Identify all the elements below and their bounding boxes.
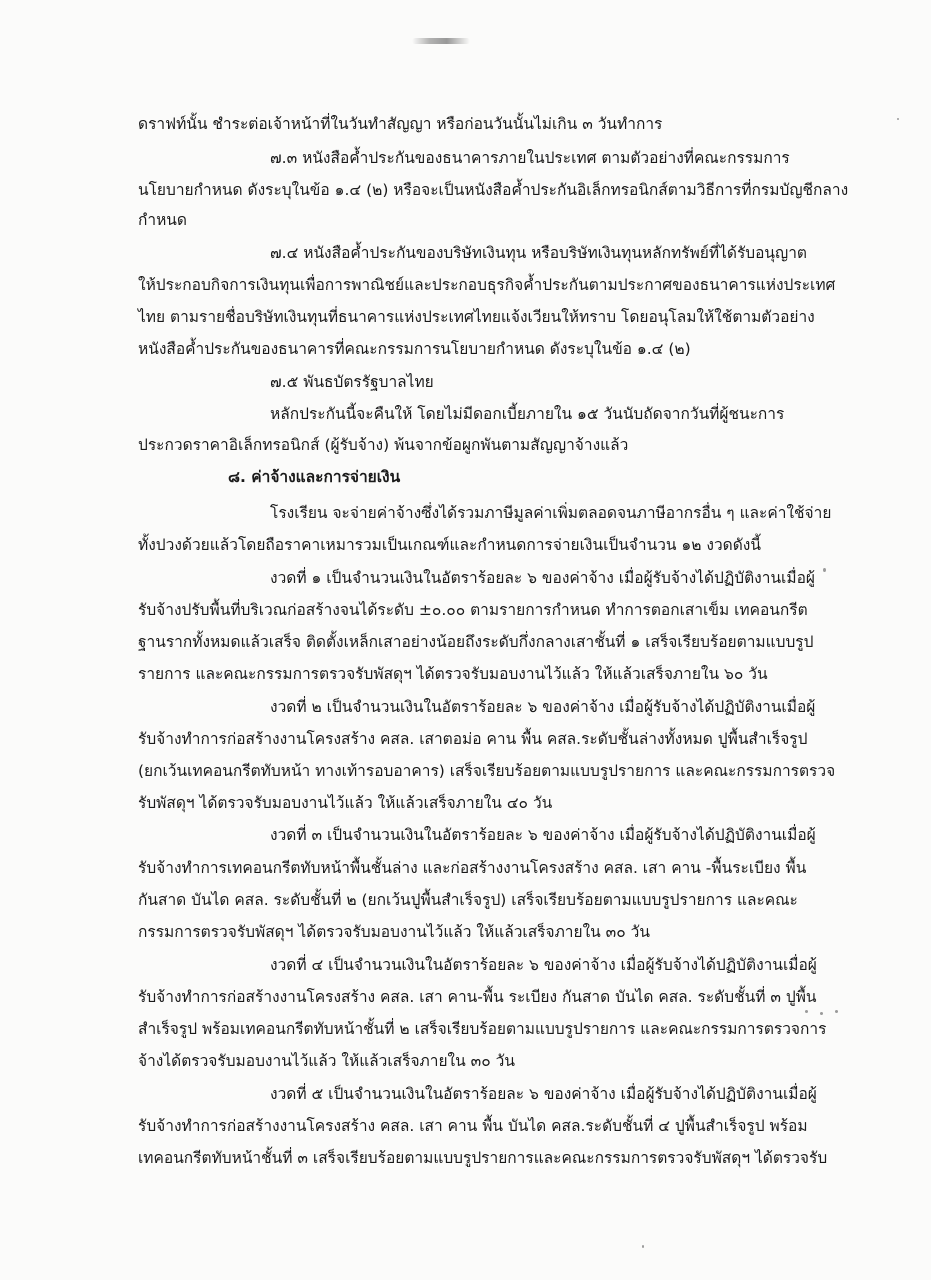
text-line: โรงเรียน จะจ่ายค่าจ้างซึ่งได้รวมภาษีมูลค่าเพิ่มตลอดจนภาษีอากรอื่น ๆ และค่าใช้จ่าย (270, 504, 832, 522)
text-line: ประกวดราคาอิเล็กทรอนิกส์ (ผู้รับจ้าง) พ้นจากข้อผูกพันตามสัญญาจ้างแล้ว (138, 436, 629, 454)
text-line: เทคอนกรีตทับหน้าชั้นที่ ๓ เสร็จเรียบร้อยตามแบบรูปรายการและคณะกรรมการตรวจรับพัสดุฯ ได้ตรวจรับ (138, 1149, 828, 1167)
text-line: ๗.๕ พันธบัตรรัฐบาลไทย (270, 373, 434, 391)
text-line: งวดที่ ๓ เป็นจำนวนเงินในอัตราร้อยละ ๖ ของค่าจ้าง เมื่อผู้รับจ้างได้ปฏิบัติงานเมื่อผู้ (270, 826, 816, 844)
text-line: สำเร็จรูป พร้อมเทคอนกรีตทับหน้าชั้นที่ ๒ เสร็จเรียบร้อยตามแบบรูปรายการ และคณะกรรมการตรวจการ (138, 1020, 827, 1038)
scan-speck (823, 568, 826, 572)
text-line: ไทย ตามรายชื่อบริษัทเงินทุนที่ธนาคารแห่งประเทศไทยแจ้งเวียนให้ทราบ โดยอนุโลมให้ใช้ตามตัวอย่าง (138, 308, 815, 326)
text-line: นโยบายกำหนด ดังระบุในข้อ ๑.๔ (๒) หรือจะเป็นหนังสือค้ำประกันอิเล็กทรอนิกส์ตามวิธีการที่กรมบัญชีกลาง (138, 181, 849, 199)
text-line: ให้ประกอบกิจการเงินทุนเพื่อการพาณิชย์และประกอบธุรกิจค้ำประกันตามประกาศของธนาคารแห่งประเทศ (138, 276, 836, 294)
text-line: ๗.๔ หนังสือค้ำประกันของบริษัทเงินทุน หรือบริษัทเงินทุนหลักทรัพย์ที่ได้รับอนุญาต (270, 244, 807, 262)
text-line: รับจ้างทำการเทคอนกรีตทับหน้าพื้นชั้นล่าง และก่อสร้างงานโครงสร้าง คสล. เสา คาน -พื้นระเบียง พื้น (138, 859, 807, 877)
scan-speck (835, 1010, 838, 1013)
text-line: หลักประกันนี้จะคืนให้ โดยไม่มีดอกเบี้ยภายใน ๑๕ วันนับถัดจากวันที่ผู้ชนะการ (270, 405, 785, 423)
text-line: ดราฟท์นั้น ชำระต่อเจ้าหน้าที่ในวันทำสัญญา หรือก่อนวันนั้นไม่เกิน ๓ วันทำการ (138, 115, 663, 133)
text-line: (ยกเว้นเทคอนกรีตทับหน้า ทางเท้ารอบอาคาร) เสร็จเรียบร้อยตามแบบรูปรายการ และคณะกรรมการตรวจ (138, 762, 836, 780)
text-line: ทั้งปวงด้วยแล้วโดยถือราคาเหมารวมเป็นเกณฑ์และกำหนดการจ่ายเงินเป็นจำนวน ๑๒ งวดดังนี้ (138, 536, 761, 554)
scan-artifact (412, 38, 470, 44)
text-line: ๗.๓ หนังสือค้ำประกันของธนาคารภายในประเทศ ตามตัวอย่างที่คณะกรรมการ (270, 149, 790, 167)
scan-speck (820, 1012, 823, 1015)
text-line: จ้างได้ตรวจรับมอบงานไว้แล้ว ให้แล้วเสร็จภายใน ๓๐ วัน (138, 1052, 515, 1070)
text-line: งวดที่ ๔ เป็นจำนวนเงินในอัตราร้อยละ ๖ ของค่าจ้าง เมื่อผู้รับจ้างได้ปฏิบัติงานเมื่อผู้ (270, 956, 817, 974)
section-heading: ๘. ค่าจ้างและการจ่ายเงิน (228, 468, 401, 486)
text-line: รับจ้างทำการก่อสร้างงานโครงสร้าง คสล. เสา คาน-พื้น ระเบียง กันสาด บันได คสล. ระดับชั้นที่ ๓ ปูพื้น (138, 988, 817, 1006)
text-line: งวดที่ ๒ เป็นจำนวนเงินในอัตราร้อยละ ๖ ของค่าจ้าง เมื่อผู้รับจ้างได้ปฏิบัติงานเมื่อผู้ (270, 698, 816, 716)
text-line: รับจ้างทำการก่อสร้างงานโครงสร้าง คสล. เสาตอม่อ คาน พื้น คสล.ระดับชั้นล่างทั้งหมด ปูพื้นสำเร็จรูป (138, 730, 808, 748)
text-line: หนังสือค้ำประกันของธนาคารที่คณะกรรมการนโยบายกำหนด ดังระบุในข้อ ๑.๔ (๒) (138, 340, 691, 358)
text-line: รายการ และคณะกรรมการตรวจรับพัสดุฯ ได้ตรวจรับมอบงานไว้แล้ว ให้แล้วเสร็จภายใน ๖๐ วัน (138, 665, 768, 683)
text-line: กรรมการตรวจรับพัสดุฯ ได้ตรวจรับมอบงานไว้แล้ว ให้แล้วเสร็จภายใน ๓๐ วัน (138, 923, 650, 941)
scan-speck (805, 1010, 808, 1013)
text-line: ฐานรากทั้งหมดแล้วเสร็จ ติดตั้งเหล็กเสาอย่างน้อยถึงระดับกึ่งกลางเสาชั้นที่ ๑ เสร็จเรียบร้อยตามแบบรูป (138, 633, 814, 651)
text-line: กำหนด (138, 211, 187, 229)
text-line: กันสาด บันได คสล. ระดับชั้นที่ ๒ (ยกเว้นปูพื้นสำเร็จรูป) เสร็จเรียบร้อยตามแบบรูปรายการ และคณะ (138, 891, 798, 909)
text-line: รับจ้างทำการก่อสร้างงานโครงสร้าง คสล. เสา คาน พื้น บันได คสล.ระดับชั้นที่ ๔ ปูพื้นสำเร็จรูป พร้อม (138, 1117, 808, 1135)
scan-speck (897, 118, 899, 120)
text-line: รับพัสดุฯ ได้ตรวจรับมอบงานไว้แล้ว ให้แล้วเสร็จภายใน ๔๐ วัน (138, 794, 553, 812)
text-line: รับจ้างปรับพื้นที่บริเวณก่อสร้างจนได้ระดับ ±๐.๐๐ ตามรายการกำหนด ทำการตอกเสาเข็ม เทคอนกรีต (138, 601, 808, 619)
scan-speck (642, 1245, 644, 1248)
text-line: งวดที่ ๑ เป็นจำนวนเงินในอัตราร้อยละ ๖ ของค่าจ้าง เมื่อผู้รับจ้างได้ปฏิบัติงานเมื่อผู้ (270, 569, 815, 587)
text-line: งวดที่ ๕ เป็นจำนวนเงินในอัตราร้อยละ ๖ ของค่าจ้าง เมื่อผู้รับจ้างได้ปฏิบัติงานเมื่อผู้ (270, 1085, 817, 1103)
